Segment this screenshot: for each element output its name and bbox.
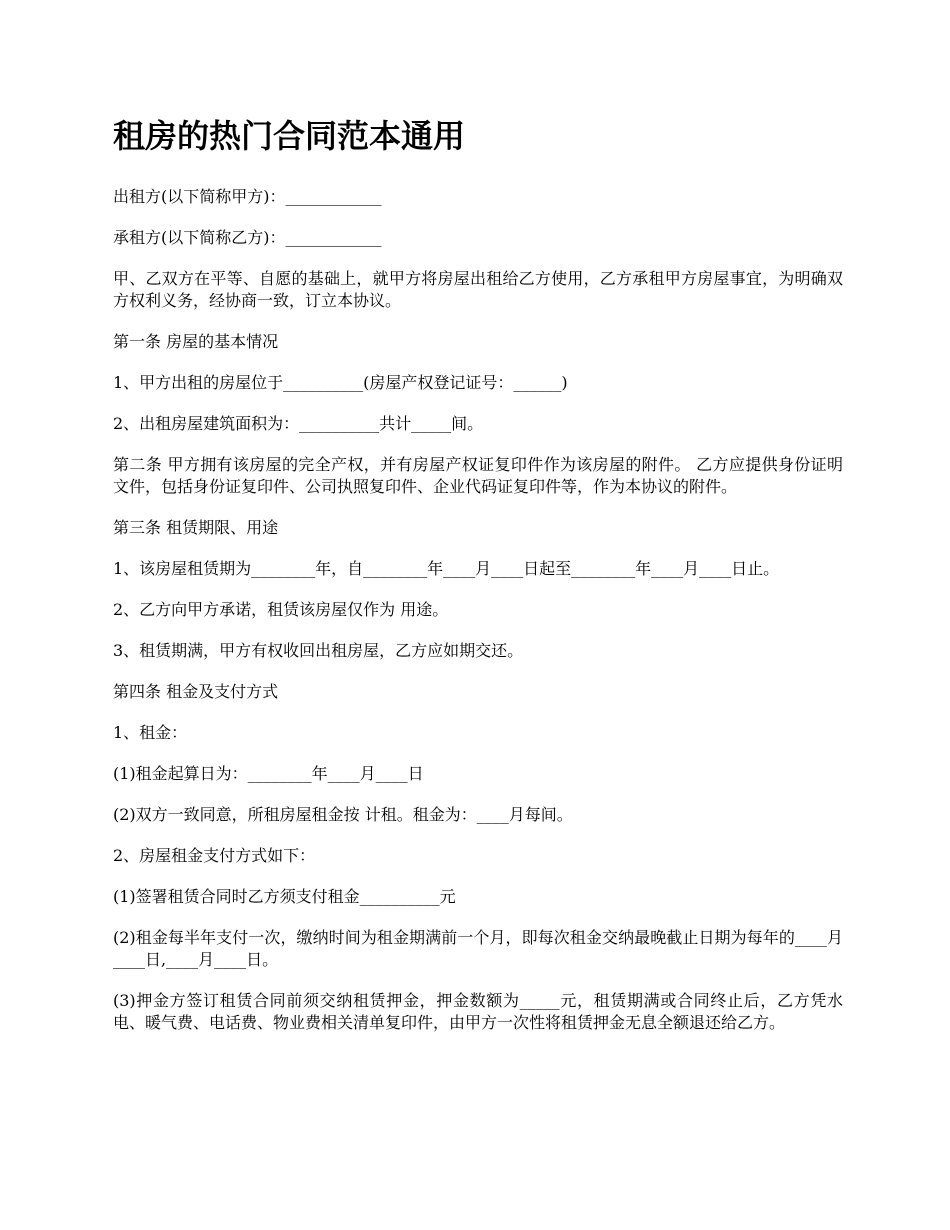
document-page — [113, 112, 843, 1053]
article-1-heading: 第一条 房屋的基本情况 — [113, 332, 279, 351]
article-4-item-1-sub-2: (2)双方一致同意，所租房屋租金按 计租。租金为：____月每间。 — [113, 805, 573, 824]
paragraph-lessee: 承租方(以下简称乙方)：____________ — [113, 228, 382, 247]
article-4-item-2-sub-2: (2)租金每半年支付一次，缴纳时间为租金期满前一个月，即每次租金交纳最晚截止日期为每年的____月____日,____月____日。 — [113, 928, 843, 969]
article-3-heading: 第三条 租赁期限、用途 — [113, 518, 279, 537]
article-3-item-1: 1、该房屋租赁期为________年，自________年____月____日起至________年____月____日止。 — [113, 559, 780, 578]
article-3-item-2: 2、乙方向甲方承诺，租赁该房屋仅作为 用途。 — [113, 600, 449, 619]
article-2-paragraph: 第二条 甲方拥有该房屋的完全产权，并有房屋产权证复印件作为该房屋的附件。 乙方应提供身份证明文件，包括身份证复印件、公司执照复印件、企业代码证复印件等，作为本协议的附件。 — [113, 455, 843, 496]
paragraph-preamble: 甲、乙双方在平等、自愿的基础上，就甲方将房屋出租给乙方使用，乙方承租甲方房屋事宜，为明确双方权利义务，经协商一致，订立本协议。 — [113, 269, 843, 310]
article-4-item-1-sub-1: (1)租金起算日为：________年____月____日 — [113, 764, 424, 783]
article-4-item-2-sub-1: (1)签署租赁合同时乙方须支付租金__________元 — [113, 887, 456, 906]
article-1-item-2: 2、出租房屋建筑面积为：__________共计_____间。 — [113, 414, 484, 433]
article-4-item-2: 2、房屋租金支付方式如下： — [113, 846, 316, 865]
paragraph-lessor: 出租方(以下简称甲方)：____________ — [113, 187, 382, 206]
article-3-item-3: 3、租赁期满，甲方有权收回出租房屋，乙方应如期交还。 — [113, 641, 524, 660]
article-1-item-1: 1、甲方出租的房屋位于__________(房屋产权登记证号：______) — [113, 373, 568, 392]
document-title: 租房的热门合同范本通用 — [113, 117, 466, 155]
article-4-item-2-sub-3: (3)押金方签订租赁合同前须交纳租赁押金，押金数额为_____元，租赁期满或合同终止后，乙方凭水电、暖气费、电话费、物业费相关清单复印件，由甲方一次性将租赁押金无息全额退还给乙方。 — [113, 991, 843, 1032]
article-4-heading: 第四条 租金及支付方式 — [113, 682, 279, 701]
article-4-item-1: 1、租金： — [113, 723, 188, 742]
